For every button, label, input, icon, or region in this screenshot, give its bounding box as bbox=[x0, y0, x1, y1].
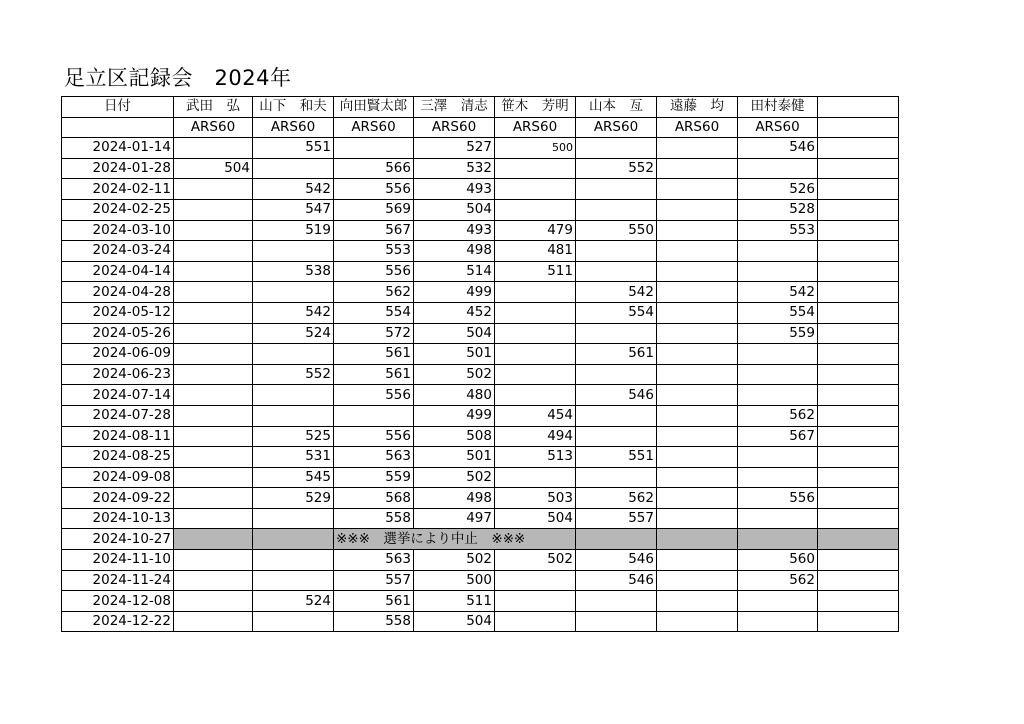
cancelled-cell bbox=[818, 529, 899, 550]
table-row bbox=[62, 405, 899, 426]
date-cell: 2024-01-14 bbox=[62, 138, 174, 159]
score-cell bbox=[738, 261, 818, 282]
score-cell bbox=[174, 591, 253, 612]
table-row bbox=[62, 426, 899, 447]
competitor-name-header: 山下 和夫 bbox=[253, 97, 334, 118]
date-cell: 2024-11-24 bbox=[62, 570, 174, 591]
score-cell: 557 bbox=[576, 508, 657, 529]
table-row bbox=[62, 220, 899, 241]
score-cell: 554 bbox=[738, 302, 818, 323]
score-cell: 545 bbox=[253, 467, 334, 488]
table-row bbox=[62, 550, 899, 571]
score-cell: 501 bbox=[414, 344, 495, 365]
score-cell bbox=[818, 447, 899, 468]
score-cell bbox=[495, 282, 576, 303]
score-cell bbox=[174, 302, 253, 323]
score-cell bbox=[818, 344, 899, 365]
score-cell: 514 bbox=[414, 261, 495, 282]
cancelled-cell bbox=[174, 529, 253, 550]
score-cell bbox=[738, 611, 818, 632]
date-cell: 2024-04-28 bbox=[62, 282, 174, 303]
score-cell bbox=[495, 385, 576, 406]
score-cell bbox=[818, 426, 899, 447]
score-cell: 532 bbox=[414, 158, 495, 179]
score-cell bbox=[253, 550, 334, 571]
date-cell: 2024-12-22 bbox=[62, 611, 174, 632]
score-cell bbox=[174, 405, 253, 426]
table-row bbox=[62, 591, 899, 612]
score-cell bbox=[174, 447, 253, 468]
score-cell bbox=[495, 179, 576, 200]
score-cell bbox=[174, 426, 253, 447]
score-cell: 497 bbox=[414, 508, 495, 529]
date-cell: 2024-10-27 bbox=[62, 529, 174, 550]
score-cell: 550 bbox=[576, 220, 657, 241]
class-label: ARS60 bbox=[174, 117, 253, 138]
score-cell bbox=[174, 488, 253, 509]
score-cell: 556 bbox=[738, 488, 818, 509]
score-cell: 511 bbox=[495, 261, 576, 282]
table-row bbox=[62, 488, 899, 509]
score-cell bbox=[495, 344, 576, 365]
class-label: ARS60 bbox=[495, 117, 576, 138]
table-row bbox=[62, 447, 899, 468]
score-cell: 552 bbox=[253, 364, 334, 385]
score-cell: 561 bbox=[576, 344, 657, 365]
class-label: ARS60 bbox=[334, 117, 414, 138]
score-cell bbox=[657, 323, 738, 344]
score-cell bbox=[576, 364, 657, 385]
score-cell: 563 bbox=[334, 550, 414, 571]
score-cell: 569 bbox=[334, 199, 414, 220]
cancelled-cell bbox=[738, 529, 818, 550]
score-cell: 542 bbox=[576, 282, 657, 303]
score-cell bbox=[174, 364, 253, 385]
table-row bbox=[62, 323, 899, 344]
score-cell bbox=[253, 344, 334, 365]
score-cell: 504 bbox=[414, 611, 495, 632]
score-cell: 504 bbox=[414, 323, 495, 344]
score-cell: 558 bbox=[334, 508, 414, 529]
score-cell: 502 bbox=[414, 550, 495, 571]
score-cell: 503 bbox=[495, 488, 576, 509]
score-cell bbox=[818, 591, 899, 612]
score-cell: 519 bbox=[253, 220, 334, 241]
score-cell bbox=[174, 385, 253, 406]
score-cell bbox=[657, 302, 738, 323]
score-cell: 563 bbox=[334, 447, 414, 468]
score-cell: 572 bbox=[334, 323, 414, 344]
score-cell bbox=[657, 508, 738, 529]
score-cell bbox=[657, 467, 738, 488]
score-cell: 556 bbox=[334, 261, 414, 282]
score-cell bbox=[818, 261, 899, 282]
score-cell bbox=[818, 302, 899, 323]
score-cell bbox=[818, 364, 899, 385]
score-cell bbox=[657, 220, 738, 241]
score-cell bbox=[174, 611, 253, 632]
date-cell: 2024-10-13 bbox=[62, 508, 174, 529]
score-cell bbox=[657, 591, 738, 612]
score-cell: 542 bbox=[738, 282, 818, 303]
score-cell bbox=[334, 405, 414, 426]
score-cell bbox=[253, 611, 334, 632]
score-cell: 500 bbox=[495, 138, 576, 159]
date-cell: 2024-06-09 bbox=[62, 344, 174, 365]
score-cell: 556 bbox=[334, 385, 414, 406]
score-cell bbox=[253, 241, 334, 262]
score-cell: 479 bbox=[495, 220, 576, 241]
score-cell: 513 bbox=[495, 447, 576, 468]
score-cell: 551 bbox=[253, 138, 334, 159]
cancelled-cell bbox=[253, 529, 334, 550]
date-cell: 2024-01-28 bbox=[62, 158, 174, 179]
table-row bbox=[62, 611, 899, 632]
score-cell bbox=[818, 611, 899, 632]
score-cell: 551 bbox=[576, 447, 657, 468]
score-cell: 546 bbox=[576, 550, 657, 571]
competitor-name-header: 田村泰健 bbox=[738, 97, 818, 118]
date-cell: 2024-06-23 bbox=[62, 364, 174, 385]
score-cell bbox=[738, 241, 818, 262]
score-cell: 557 bbox=[334, 570, 414, 591]
score-cell bbox=[657, 261, 738, 282]
table-row bbox=[62, 570, 899, 591]
score-cell bbox=[818, 179, 899, 200]
score-cell bbox=[174, 344, 253, 365]
score-cell: 528 bbox=[738, 199, 818, 220]
score-cell bbox=[174, 179, 253, 200]
score-cell: 511 bbox=[414, 591, 495, 612]
table-row bbox=[62, 261, 899, 282]
score-cell: 546 bbox=[576, 570, 657, 591]
date-cell: 2024-09-08 bbox=[62, 467, 174, 488]
score-cell bbox=[495, 323, 576, 344]
score-cell bbox=[738, 158, 818, 179]
score-cell: 508 bbox=[414, 426, 495, 447]
table-row bbox=[62, 241, 899, 262]
date-cell: 2024-07-14 bbox=[62, 385, 174, 406]
table-row bbox=[62, 467, 899, 488]
score-cell bbox=[818, 241, 899, 262]
score-cell bbox=[495, 467, 576, 488]
score-cell bbox=[657, 241, 738, 262]
table-row bbox=[62, 302, 899, 323]
score-cell: 499 bbox=[414, 405, 495, 426]
score-cell: 558 bbox=[334, 611, 414, 632]
score-cell: 502 bbox=[414, 467, 495, 488]
score-cell bbox=[818, 199, 899, 220]
score-cell bbox=[174, 261, 253, 282]
score-cell bbox=[576, 467, 657, 488]
score-cell bbox=[576, 199, 657, 220]
score-cell: 556 bbox=[334, 179, 414, 200]
score-cell bbox=[738, 344, 818, 365]
date-cell: 2024-03-24 bbox=[62, 241, 174, 262]
score-cell bbox=[657, 138, 738, 159]
competitor-name-header bbox=[818, 97, 899, 118]
class-label: ARS60 bbox=[414, 117, 495, 138]
competitor-name-header: 笹木 芳明 bbox=[495, 97, 576, 118]
table-row bbox=[62, 508, 899, 529]
score-cell bbox=[174, 220, 253, 241]
class-label: ARS60 bbox=[253, 117, 334, 138]
score-cell bbox=[576, 323, 657, 344]
score-cell bbox=[576, 426, 657, 447]
score-table bbox=[61, 96, 899, 632]
score-cell bbox=[818, 158, 899, 179]
score-cell: 480 bbox=[414, 385, 495, 406]
score-cell bbox=[818, 570, 899, 591]
score-cell bbox=[576, 179, 657, 200]
score-cell: 500 bbox=[414, 570, 495, 591]
score-cell bbox=[738, 591, 818, 612]
score-cell: 452 bbox=[414, 302, 495, 323]
score-cell: 526 bbox=[738, 179, 818, 200]
table-row bbox=[62, 138, 899, 159]
score-cell: 553 bbox=[738, 220, 818, 241]
score-cell bbox=[818, 550, 899, 571]
competitor-name-header: 武田 弘 bbox=[174, 97, 253, 118]
date-cell: 2024-02-25 bbox=[62, 199, 174, 220]
date-cell: 2024-08-25 bbox=[62, 447, 174, 468]
score-cell: 529 bbox=[253, 488, 334, 509]
score-cell bbox=[174, 550, 253, 571]
date-cell: 2024-12-08 bbox=[62, 591, 174, 612]
score-cell bbox=[818, 488, 899, 509]
date-cell: 2024-08-11 bbox=[62, 426, 174, 447]
score-cell: 561 bbox=[334, 344, 414, 365]
score-cell bbox=[818, 323, 899, 344]
score-cell bbox=[253, 570, 334, 591]
score-cell: 559 bbox=[334, 467, 414, 488]
score-cell: 493 bbox=[414, 220, 495, 241]
score-cell bbox=[174, 570, 253, 591]
score-cell bbox=[818, 508, 899, 529]
score-cell bbox=[576, 591, 657, 612]
competitor-name-header: 遠藤 均 bbox=[657, 97, 738, 118]
score-cell bbox=[174, 323, 253, 344]
score-cell: 567 bbox=[334, 220, 414, 241]
score-cell: 531 bbox=[253, 447, 334, 468]
score-cell: 560 bbox=[738, 550, 818, 571]
score-cell bbox=[657, 611, 738, 632]
score-cell: 524 bbox=[253, 591, 334, 612]
score-cell: 542 bbox=[253, 302, 334, 323]
score-cell bbox=[253, 405, 334, 426]
page-title: 足立区記録会 2024年 bbox=[64, 66, 292, 90]
table-row bbox=[62, 344, 899, 365]
score-cell bbox=[174, 282, 253, 303]
score-cell bbox=[495, 302, 576, 323]
score-cell: 502 bbox=[495, 550, 576, 571]
table-row bbox=[62, 529, 899, 550]
score-cell bbox=[818, 282, 899, 303]
score-cell: 538 bbox=[253, 261, 334, 282]
score-cell: 501 bbox=[414, 447, 495, 468]
table-row bbox=[62, 364, 899, 385]
score-cell: 498 bbox=[414, 488, 495, 509]
score-cell bbox=[576, 138, 657, 159]
score-cell: 499 bbox=[414, 282, 495, 303]
score-cell: 567 bbox=[738, 426, 818, 447]
score-cell: 504 bbox=[495, 508, 576, 529]
score-cell: 481 bbox=[495, 241, 576, 262]
class-row-empty bbox=[62, 117, 174, 138]
score-cell: 504 bbox=[414, 199, 495, 220]
competitor-name-header: 山本 亙 bbox=[576, 97, 657, 118]
score-cell: 502 bbox=[414, 364, 495, 385]
cancelled-cell bbox=[657, 529, 738, 550]
score-cell bbox=[657, 385, 738, 406]
score-cell bbox=[174, 467, 253, 488]
class-label bbox=[818, 117, 899, 138]
score-cell: 527 bbox=[414, 138, 495, 159]
date-cell: 2024-05-12 bbox=[62, 302, 174, 323]
score-cell: 554 bbox=[576, 302, 657, 323]
score-cell bbox=[334, 138, 414, 159]
score-cell bbox=[818, 138, 899, 159]
score-cell bbox=[495, 199, 576, 220]
score-cell bbox=[657, 179, 738, 200]
score-cell bbox=[576, 261, 657, 282]
score-cell: 493 bbox=[414, 179, 495, 200]
score-cell bbox=[657, 282, 738, 303]
score-cell bbox=[174, 138, 253, 159]
score-cell bbox=[738, 364, 818, 385]
score-cell bbox=[657, 344, 738, 365]
score-cell: 562 bbox=[576, 488, 657, 509]
score-cell: 561 bbox=[334, 591, 414, 612]
score-cell bbox=[738, 467, 818, 488]
score-cell: 542 bbox=[253, 179, 334, 200]
score-cell: 568 bbox=[334, 488, 414, 509]
date-header: 日付 bbox=[62, 97, 174, 118]
score-cell bbox=[657, 199, 738, 220]
score-cell: 546 bbox=[738, 138, 818, 159]
score-cell: 554 bbox=[334, 302, 414, 323]
score-cell bbox=[576, 241, 657, 262]
score-cell bbox=[738, 508, 818, 529]
score-cell bbox=[657, 364, 738, 385]
date-cell: 2024-09-22 bbox=[62, 488, 174, 509]
table-row bbox=[62, 385, 899, 406]
date-cell: 2024-11-10 bbox=[62, 550, 174, 571]
score-cell: 562 bbox=[738, 405, 818, 426]
score-cell bbox=[576, 611, 657, 632]
score-cell bbox=[253, 385, 334, 406]
score-cell bbox=[495, 158, 576, 179]
score-cell: 498 bbox=[414, 241, 495, 262]
score-cell bbox=[818, 385, 899, 406]
score-cell bbox=[657, 447, 738, 468]
score-cell bbox=[657, 488, 738, 509]
score-cell bbox=[174, 241, 253, 262]
score-cell bbox=[818, 405, 899, 426]
score-cell bbox=[818, 220, 899, 241]
header-row bbox=[62, 97, 899, 118]
date-cell: 2024-03-10 bbox=[62, 220, 174, 241]
class-label: ARS60 bbox=[657, 117, 738, 138]
score-cell bbox=[495, 591, 576, 612]
date-cell: 2024-04-14 bbox=[62, 261, 174, 282]
score-cell: 556 bbox=[334, 426, 414, 447]
score-cell bbox=[657, 550, 738, 571]
competitor-name-header: 向田賢太郎 bbox=[334, 97, 414, 118]
cancelled-cell bbox=[576, 529, 657, 550]
class-row bbox=[62, 117, 899, 138]
score-cell: 494 bbox=[495, 426, 576, 447]
score-cell bbox=[576, 405, 657, 426]
score-cell: 454 bbox=[495, 405, 576, 426]
date-cell: 2024-02-11 bbox=[62, 179, 174, 200]
score-cell: 547 bbox=[253, 199, 334, 220]
score-cell bbox=[738, 385, 818, 406]
score-cell bbox=[738, 447, 818, 468]
score-cell bbox=[174, 199, 253, 220]
score-cell bbox=[495, 570, 576, 591]
score-cell bbox=[818, 467, 899, 488]
cancellation-note: ※※※ 選挙により中止 ※※※ bbox=[334, 529, 576, 550]
score-cell: 553 bbox=[334, 241, 414, 262]
score-cell bbox=[495, 364, 576, 385]
score-cell: 561 bbox=[334, 364, 414, 385]
score-cell bbox=[253, 158, 334, 179]
score-cell bbox=[253, 508, 334, 529]
class-label: ARS60 bbox=[738, 117, 818, 138]
score-cell bbox=[657, 570, 738, 591]
score-cell bbox=[657, 405, 738, 426]
score-cell: 559 bbox=[738, 323, 818, 344]
competitor-name-header: 三澤 清志 bbox=[414, 97, 495, 118]
table-row bbox=[62, 179, 899, 200]
score-cell: 552 bbox=[576, 158, 657, 179]
score-cell: 562 bbox=[334, 282, 414, 303]
date-cell: 2024-05-26 bbox=[62, 323, 174, 344]
class-label: ARS60 bbox=[576, 117, 657, 138]
table-row bbox=[62, 158, 899, 179]
table-body bbox=[62, 97, 899, 632]
score-cell: 504 bbox=[174, 158, 253, 179]
score-cell: 566 bbox=[334, 158, 414, 179]
score-cell bbox=[657, 426, 738, 447]
date-cell: 2024-07-28 bbox=[62, 405, 174, 426]
score-cell: 525 bbox=[253, 426, 334, 447]
score-cell bbox=[657, 158, 738, 179]
score-cell: 562 bbox=[738, 570, 818, 591]
score-cell bbox=[253, 282, 334, 303]
score-cell: 546 bbox=[576, 385, 657, 406]
score-cell: 524 bbox=[253, 323, 334, 344]
table-row bbox=[62, 282, 899, 303]
score-cell bbox=[174, 508, 253, 529]
score-cell bbox=[495, 611, 576, 632]
table-row bbox=[62, 199, 899, 220]
